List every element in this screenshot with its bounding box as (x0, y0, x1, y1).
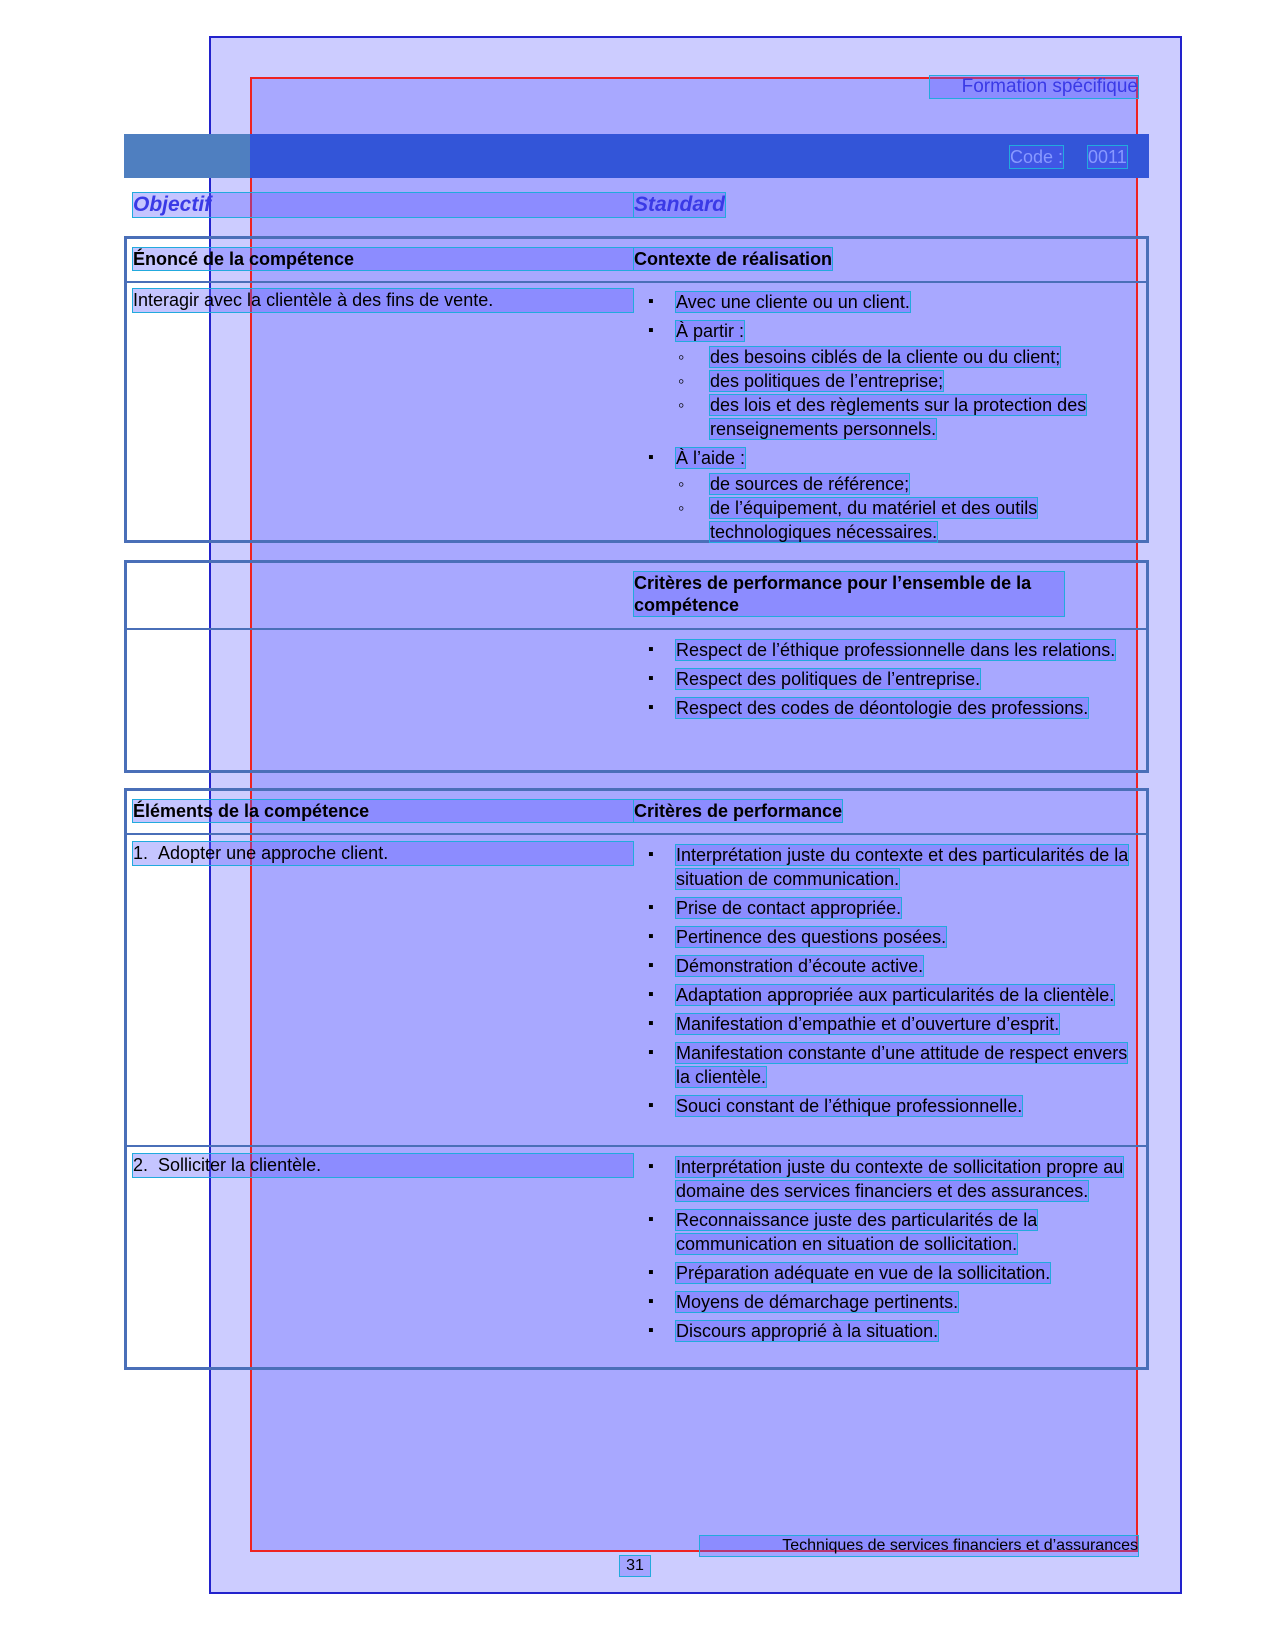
table-divider (127, 833, 1146, 835)
sub-list (676, 472, 1134, 544)
list-item (644, 319, 1134, 441)
element-1 (133, 842, 633, 865)
sub-list-item (676, 393, 1134, 441)
list-item-text: Manifestation constante d’une attitude de respect envers la clientèle. (676, 1043, 1128, 1087)
list-item (644, 843, 1134, 891)
element-label: Solliciter la clientèle. (158, 1155, 322, 1175)
list-item (644, 1012, 1134, 1036)
list-item (644, 1155, 1134, 1203)
list-item-text: Reconnaissance juste des particularités de la communication en situation de sollicitation. (676, 1210, 1038, 1254)
element-1-criteria (644, 843, 1134, 1123)
list-item-text: Démonstration d’écoute active. (676, 956, 924, 976)
list-item (644, 1319, 1134, 1343)
code-label: Code : (1010, 147, 1064, 167)
list-item-text: Pertinence des questions posées. (676, 927, 947, 947)
list-item-text: Respect des codes de déontologie des professions. (676, 698, 1089, 718)
list-item (644, 983, 1134, 1007)
header-title: Formation spécifique (930, 76, 1138, 98)
list-item-text: Interprétation juste du contexte de sollicitation propre au domaine des services financiers et des assurances. (676, 1157, 1124, 1201)
standard-title: Standard (634, 193, 726, 216)
context-header: Contexte de réalisation (634, 249, 833, 269)
list-item-text: Avec une cliente ou un client. (676, 292, 910, 312)
list-item-text: Souci constant de l’éthique professionnelle. (676, 1096, 1023, 1116)
list-item (644, 1208, 1134, 1256)
sub-list-item-text: de sources de référence; (710, 474, 910, 494)
competence-statement: Interagir avec la clientèle à des fins de vente. (133, 289, 633, 312)
table-divider (127, 628, 1146, 630)
elements-header: Éléments de la compétence (133, 800, 633, 822)
context-list (644, 290, 1134, 549)
element-number: 1. (133, 843, 149, 863)
page-number: 31 (620, 1556, 650, 1576)
table-divider (127, 281, 1146, 283)
element-2-criteria (644, 1155, 1134, 1348)
list-item-text: Adaptation appropriée aux particularités de la clientèle. (676, 985, 1115, 1005)
sub-list (676, 345, 1134, 441)
list-item (644, 1094, 1134, 1118)
list-item (644, 667, 1134, 691)
list-item-text: Respect de l’éthique professionnelle dans les relations. (676, 640, 1116, 660)
list-item-text: Respect des politiques de l’entreprise. (676, 669, 981, 689)
sub-list-item (676, 472, 1134, 496)
header-band (124, 134, 1149, 178)
list-item (644, 896, 1134, 920)
overall-criteria-header: Critères de performance pour l’ensemble de la compétence (634, 572, 1064, 616)
list-item-text: Moyens de démarchage pertinents. (676, 1292, 959, 1312)
list-item (644, 696, 1134, 720)
element-label: Adopter une approche client. (158, 843, 389, 863)
code-value: 0011 (1088, 147, 1127, 167)
statement-header: Énoncé de la compétence (133, 248, 633, 270)
sub-list-item-text: des lois et des règlements sur la protection des renseignements personnels. (710, 395, 1087, 439)
list-item-text: Interprétation juste du contexte et des particularités de la situation de communication. (676, 845, 1129, 889)
element-number: 2. (133, 1155, 149, 1175)
list-item (644, 446, 1134, 544)
sub-list-item-text: de l’équipement, du matériel et des outils technologiques nécessaires. (710, 498, 1038, 542)
list-item (644, 954, 1134, 978)
list-item-text: À l’aide : (676, 448, 746, 468)
list-item-text: Prise de contact appropriée. (676, 898, 902, 918)
sub-list-item-text: des politiques de l’entreprise; (710, 371, 944, 391)
sub-list-item (676, 345, 1134, 369)
objective-title: Objectif (133, 193, 633, 217)
footer-program: Techniques de services financiers et d’assurances (700, 1536, 1138, 1556)
list-item (644, 638, 1134, 662)
sub-list-item-text: des besoins ciblés de la cliente ou du client; (710, 347, 1061, 367)
list-item (644, 290, 1134, 314)
sub-list-item (676, 369, 1134, 393)
list-item-text: Manifestation d’empathie et d’ouverture d’esprit. (676, 1014, 1060, 1034)
sub-list-item (676, 496, 1134, 544)
performance-header: Critères de performance (634, 801, 843, 821)
list-item (644, 925, 1134, 949)
list-item (644, 1041, 1134, 1089)
list-item (644, 1290, 1134, 1314)
table-divider (127, 1145, 1146, 1147)
element-2 (133, 1154, 633, 1177)
overall-criteria-list (644, 638, 1134, 725)
list-item-text: Discours approprié à la situation. (676, 1321, 939, 1341)
list-item-text: À partir : (676, 321, 745, 341)
list-item (644, 1261, 1134, 1285)
list-item-text: Préparation adéquate en vue de la sollicitation. (676, 1263, 1051, 1283)
